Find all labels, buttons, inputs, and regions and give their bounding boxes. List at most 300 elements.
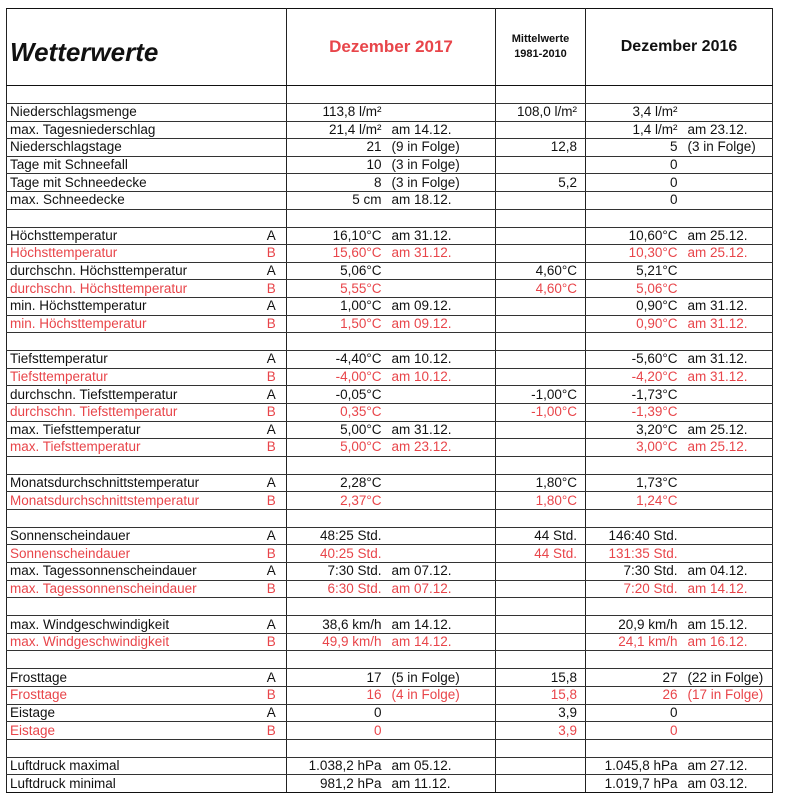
- table-row: [7, 368, 773, 386]
- row-label: Luftdruck maximal: [7, 757, 257, 775]
- spacer-cell: [496, 333, 586, 351]
- spacer-cell: [287, 651, 390, 669]
- spacer-cell: [287, 509, 390, 527]
- note-2016: [686, 104, 773, 122]
- row-label: max. Windgeschwindigkeit: [7, 633, 257, 651]
- note-2016: am 03.12.: [686, 775, 773, 793]
- value-mean: 44 Std.: [496, 527, 586, 545]
- spacer-cell: [390, 598, 496, 616]
- value-2016: 24,1 km/h: [586, 633, 686, 651]
- value-2017: 10: [287, 156, 390, 174]
- value-2017: 5,00°C: [287, 439, 390, 457]
- value-2016: 7:20 Std.: [586, 580, 686, 598]
- value-mean: 15,8: [496, 669, 586, 687]
- spacer-cell: [257, 86, 287, 104]
- title-cell: [7, 9, 257, 86]
- note-2017: [390, 492, 496, 510]
- spacer-cell: [287, 333, 390, 351]
- spacer-cell: [390, 209, 496, 227]
- table-row: [7, 297, 773, 315]
- spacer-cell: [686, 739, 773, 757]
- note-2016: [686, 527, 773, 545]
- value-2017: 2,37°C: [287, 492, 390, 510]
- note-2017: [390, 474, 496, 492]
- note-2017: [390, 403, 496, 421]
- spacer-cell: [7, 333, 257, 351]
- value-2016: 0: [586, 704, 686, 722]
- note-2016: [686, 474, 773, 492]
- note-2016: (22 in Folge): [686, 669, 773, 687]
- value-2016: 1.045,8 hPa: [586, 757, 686, 775]
- header-mean: [496, 9, 586, 86]
- table-row: [7, 245, 773, 263]
- spacer-row: [7, 209, 773, 227]
- table-row: [7, 545, 773, 563]
- header-2016: Dezember 2016: [586, 9, 773, 86]
- note-2016: am 27.12.: [686, 757, 773, 775]
- spacer-row: [7, 739, 773, 757]
- row-label: Frosttage: [7, 687, 257, 705]
- note-2017: (5 in Folge): [390, 669, 496, 687]
- value-2016: 3,20°C: [586, 421, 686, 439]
- value-2017: -4,00°C: [287, 368, 390, 386]
- note-2017: am 18.12.: [390, 191, 496, 209]
- value-2016: 3,00°C: [586, 439, 686, 457]
- station-code: [257, 775, 287, 793]
- row-label: max. Windgeschwindigkeit: [7, 616, 257, 634]
- spacer-cell: [287, 209, 390, 227]
- row-label: durchschn. Höchsttemperatur: [7, 262, 257, 280]
- table-row: [7, 156, 773, 174]
- value-2016: 10,30°C: [586, 245, 686, 263]
- value-2017: 0: [287, 722, 390, 740]
- row-label: max. Tagesniederschlag: [7, 121, 257, 139]
- note-2016: [686, 386, 773, 404]
- note-2017: am 07.12.: [390, 563, 496, 581]
- station-code: [257, 139, 287, 157]
- table-row: [7, 633, 773, 651]
- spacer-cell: [496, 86, 586, 104]
- note-2017: am 14.12.: [390, 633, 496, 651]
- station-code: B: [257, 722, 287, 740]
- value-2017: 6:30 Std.: [287, 580, 390, 598]
- spacer-cell: [686, 209, 773, 227]
- station-code: A: [257, 616, 287, 634]
- value-mean: [496, 315, 586, 333]
- station-code: A: [257, 262, 287, 280]
- value-2017: 981,2 hPa: [287, 775, 390, 793]
- value-mean: 5,2: [496, 174, 586, 192]
- row-label: max. Tiefsttemperatur: [7, 439, 257, 457]
- value-2016: 20,9 km/h: [586, 616, 686, 634]
- row-label: max. Schneedecke: [7, 191, 257, 209]
- value-2016: 26: [586, 687, 686, 705]
- value-mean: -1,00°C: [496, 403, 586, 421]
- note-2017: am 14.12.: [390, 121, 496, 139]
- value-2016: 7:30 Std.: [586, 563, 686, 581]
- table-row: [7, 104, 773, 122]
- sheet-title: Wetterwerte: [10, 36, 159, 67]
- station-code: A: [257, 669, 287, 687]
- value-mean: 12,8: [496, 139, 586, 157]
- note-2016: [686, 722, 773, 740]
- value-mean: [496, 616, 586, 634]
- value-2016: 0: [586, 156, 686, 174]
- note-2017: (4 in Folge): [390, 687, 496, 705]
- note-2017: am 31.12.: [390, 227, 496, 245]
- value-mean: 3,9: [496, 704, 586, 722]
- note-2016: [686, 545, 773, 563]
- value-mean: [496, 121, 586, 139]
- table-row: [7, 439, 773, 457]
- value-2017: 16,10°C: [287, 227, 390, 245]
- spacer-cell: [7, 456, 257, 474]
- value-mean: [496, 421, 586, 439]
- spacer-cell: [586, 598, 686, 616]
- value-2016: 27: [586, 669, 686, 687]
- note-2017: (3 in Folge): [390, 174, 496, 192]
- station-code: B: [257, 687, 287, 705]
- table-row: [7, 722, 773, 740]
- note-2016: [686, 191, 773, 209]
- spacer-cell: [287, 739, 390, 757]
- note-2017: am 31.12.: [390, 245, 496, 263]
- spacer-cell: [390, 456, 496, 474]
- station-code: B: [257, 492, 287, 510]
- note-2017: [390, 722, 496, 740]
- row-label: durchschn. Tiefsttemperatur: [7, 386, 257, 404]
- value-2017: 16: [287, 687, 390, 705]
- spacer-cell: [586, 86, 686, 104]
- spacer-cell: [257, 209, 287, 227]
- value-mean: 15,8: [496, 687, 586, 705]
- spacer-cell: [390, 86, 496, 104]
- note-2016: am 31.12.: [686, 315, 773, 333]
- note-2016: [686, 174, 773, 192]
- spacer-cell: [7, 739, 257, 757]
- note-2016: [686, 156, 773, 174]
- value-mean: [496, 245, 586, 263]
- note-2016: am 31.12.: [686, 297, 773, 315]
- table-row: [7, 563, 773, 581]
- note-2016: (17 in Folge): [686, 687, 773, 705]
- spacer-cell: [586, 651, 686, 669]
- note-2017: [390, 280, 496, 298]
- spacer-cell: [686, 456, 773, 474]
- row-label: max. Tagessonnenscheindauer: [7, 563, 257, 581]
- note-2017: (9 in Folge): [390, 139, 496, 157]
- value-2016: 0,90°C: [586, 297, 686, 315]
- value-2017: 38,6 km/h: [287, 616, 390, 634]
- row-label: Tiefsttemperatur: [7, 368, 257, 386]
- row-label: Frosttage: [7, 669, 257, 687]
- table-row: [7, 704, 773, 722]
- note-2016: am 04.12.: [686, 563, 773, 581]
- spacer-cell: [257, 456, 287, 474]
- value-mean: 44 Std.: [496, 545, 586, 563]
- note-2016: am 25.12.: [686, 227, 773, 245]
- note-2016: am 25.12.: [686, 421, 773, 439]
- spacer-cell: [287, 86, 390, 104]
- value-2017: -4,40°C: [287, 351, 390, 369]
- value-2016: 5,06°C: [586, 280, 686, 298]
- value-2016: 1,4 l/m²: [586, 121, 686, 139]
- row-label: durchschn. Höchsttemperatur: [7, 280, 257, 298]
- station-code: B: [257, 439, 287, 457]
- row-label: Tage mit Schneedecke: [7, 174, 257, 192]
- note-2016: am 25.12.: [686, 439, 773, 457]
- value-2016: 3,4 l/m²: [586, 104, 686, 122]
- value-2017: 5,55°C: [287, 280, 390, 298]
- station-code: [257, 156, 287, 174]
- value-2016: 0,90°C: [586, 315, 686, 333]
- note-2016: am 23.12.: [686, 121, 773, 139]
- table-row: [7, 403, 773, 421]
- header-mean-line1: Mittelwerte: [511, 33, 570, 45]
- spacer-row: [7, 86, 773, 104]
- table-row: [7, 174, 773, 192]
- value-2016: 0: [586, 174, 686, 192]
- value-2016: 5: [586, 139, 686, 157]
- value-2016: 131:35 Std.: [586, 545, 686, 563]
- spacer-cell: [7, 651, 257, 669]
- value-2017: 49,9 km/h: [287, 633, 390, 651]
- note-2016: am 31.12.: [686, 351, 773, 369]
- table-row: [7, 775, 773, 793]
- note-2016: am 16.12.: [686, 633, 773, 651]
- station-code: A: [257, 474, 287, 492]
- spacer-cell: [586, 333, 686, 351]
- value-2016: 5,21°C: [586, 262, 686, 280]
- spacer-cell: [390, 651, 496, 669]
- note-2017: [390, 386, 496, 404]
- header-2017: Dezember 2017: [287, 9, 496, 86]
- value-2017: 5,00°C: [287, 421, 390, 439]
- note-2016: am 31.12.: [686, 368, 773, 386]
- spacer-row: [7, 456, 773, 474]
- value-mean: [496, 297, 586, 315]
- value-mean: [496, 191, 586, 209]
- spacer-cell: [287, 456, 390, 474]
- value-mean: 1,80°C: [496, 492, 586, 510]
- value-mean: [496, 156, 586, 174]
- note-2016: am 15.12.: [686, 616, 773, 634]
- value-2016: 1,73°C: [586, 474, 686, 492]
- note-2016: am 14.12.: [686, 580, 773, 598]
- value-2017: 2,28°C: [287, 474, 390, 492]
- spacer-cell: [686, 86, 773, 104]
- row-label: Höchsttemperatur: [7, 227, 257, 245]
- station-code: A: [257, 297, 287, 315]
- table-row: [7, 280, 773, 298]
- row-label: Niederschlagsmenge: [7, 104, 257, 122]
- value-mean: [496, 563, 586, 581]
- row-label: Eistage: [7, 722, 257, 740]
- row-label: Monatsdurchschnittstemperatur: [7, 474, 257, 492]
- station-code: A: [257, 386, 287, 404]
- spacer-cell: [7, 86, 257, 104]
- table-row: [7, 421, 773, 439]
- station-code: B: [257, 315, 287, 333]
- station-code: A: [257, 704, 287, 722]
- spacer-cell: [586, 739, 686, 757]
- spacer-cell: [586, 509, 686, 527]
- spacer-cell: [7, 209, 257, 227]
- spacer-row: [7, 651, 773, 669]
- note-2017: am 31.12.: [390, 421, 496, 439]
- note-2017: am 07.12.: [390, 580, 496, 598]
- table-row: [7, 616, 773, 634]
- table-row: [7, 492, 773, 510]
- spacer-cell: [390, 333, 496, 351]
- row-label: Tage mit Schneefall: [7, 156, 257, 174]
- spacer-cell: [496, 456, 586, 474]
- value-2017: 0,35°C: [287, 403, 390, 421]
- value-2016: 0: [586, 191, 686, 209]
- spacer-cell: [686, 598, 773, 616]
- value-mean: 4,60°C: [496, 280, 586, 298]
- value-2016: -1,73°C: [586, 386, 686, 404]
- value-2016: 146:40 Std.: [586, 527, 686, 545]
- value-mean: [496, 227, 586, 245]
- station-code: B: [257, 545, 287, 563]
- spacer-cell: [390, 509, 496, 527]
- table-row: [7, 386, 773, 404]
- value-mean: [496, 633, 586, 651]
- station-code: A: [257, 563, 287, 581]
- spacer-cell: [7, 598, 257, 616]
- value-mean: 4,60°C: [496, 262, 586, 280]
- value-2016: -1,39°C: [586, 403, 686, 421]
- value-mean: -1,00°C: [496, 386, 586, 404]
- spacer-cell: [496, 209, 586, 227]
- row-label: Tiefsttemperatur: [7, 351, 257, 369]
- row-label: Monatsdurchschnittstemperatur: [7, 492, 257, 510]
- spacer-row: [7, 598, 773, 616]
- row-label: durchschn. Tiefsttemperatur: [7, 403, 257, 421]
- spacer-row: [7, 333, 773, 351]
- note-2017: am 23.12.: [390, 439, 496, 457]
- value-2017: 7:30 Std.: [287, 563, 390, 581]
- note-2016: (3 in Folge): [686, 139, 773, 157]
- value-mean: [496, 351, 586, 369]
- station-code: [257, 757, 287, 775]
- value-2017: 113,8 l/m²: [287, 104, 390, 122]
- value-2017: 0: [287, 704, 390, 722]
- spacer-cell: [257, 333, 287, 351]
- value-2017: 40:25 Std.: [287, 545, 390, 563]
- header-row: [7, 9, 773, 86]
- value-2016: 10,60°C: [586, 227, 686, 245]
- note-2016: am 25.12.: [686, 245, 773, 263]
- station-code: A: [257, 351, 287, 369]
- station-code: B: [257, 403, 287, 421]
- spacer-cell: [257, 651, 287, 669]
- table-row: [7, 757, 773, 775]
- note-2017: am 14.12.: [390, 616, 496, 634]
- note-2017: am 10.12.: [390, 351, 496, 369]
- value-2016: -5,60°C: [586, 351, 686, 369]
- value-mean: [496, 580, 586, 598]
- station-code: A: [257, 227, 287, 245]
- value-mean: 108,0 l/m²: [496, 104, 586, 122]
- value-2017: 5 cm: [287, 191, 390, 209]
- row-label: min. Höchsttemperatur: [7, 297, 257, 315]
- value-mean: [496, 439, 586, 457]
- spacer-cell: [686, 651, 773, 669]
- value-mean: [496, 757, 586, 775]
- value-2017: 5,06°C: [287, 262, 390, 280]
- table-row: [7, 191, 773, 209]
- note-2016: [686, 280, 773, 298]
- spacer-cell: [586, 456, 686, 474]
- value-2016: -4,20°C: [586, 368, 686, 386]
- note-2017: am 09.12.: [390, 297, 496, 315]
- spacer-cell: [496, 598, 586, 616]
- spacer-cell: [496, 651, 586, 669]
- value-mean: [496, 368, 586, 386]
- row-label: Eistage: [7, 704, 257, 722]
- value-2017: 8: [287, 174, 390, 192]
- table-row: [7, 121, 773, 139]
- note-2017: am 05.12.: [390, 757, 496, 775]
- note-2017: [390, 262, 496, 280]
- station-code: [257, 174, 287, 192]
- row-label: min. Höchsttemperatur: [7, 315, 257, 333]
- table-row: [7, 351, 773, 369]
- spacer-cell: [257, 739, 287, 757]
- note-2017: (3 in Folge): [390, 156, 496, 174]
- value-mean: [496, 775, 586, 793]
- station-code: B: [257, 368, 287, 386]
- table-row: [7, 315, 773, 333]
- value-2017: 21: [287, 139, 390, 157]
- spacer-cell: [496, 739, 586, 757]
- note-2017: [390, 704, 496, 722]
- value-2017: 48:25 Std.: [287, 527, 390, 545]
- row-label: Sonnenscheindauer: [7, 545, 257, 563]
- note-2016: [686, 704, 773, 722]
- row-label: Luftdruck minimal: [7, 775, 257, 793]
- value-2017: 21,4 l/m²: [287, 121, 390, 139]
- station-code: [257, 191, 287, 209]
- station-code: B: [257, 245, 287, 263]
- spacer-cell: [390, 739, 496, 757]
- station-code: B: [257, 280, 287, 298]
- spacer-cell: [257, 509, 287, 527]
- note-2017: [390, 104, 496, 122]
- header-mean-line2: 1981-2010: [514, 48, 567, 60]
- table-row: [7, 474, 773, 492]
- row-label: Höchsttemperatur: [7, 245, 257, 263]
- value-2017: 17: [287, 669, 390, 687]
- table-row: [7, 527, 773, 545]
- note-2017: am 11.12.: [390, 775, 496, 793]
- station-code: [257, 121, 287, 139]
- station-code: A: [257, 527, 287, 545]
- note-2017: [390, 545, 496, 563]
- row-label: Niederschlagstage: [7, 139, 257, 157]
- spacer-cell: [287, 598, 390, 616]
- value-2017: -0,05°C: [287, 386, 390, 404]
- station-code: [257, 104, 287, 122]
- value-2016: 0: [586, 722, 686, 740]
- spacer-cell: [586, 209, 686, 227]
- note-2016: [686, 262, 773, 280]
- spacer-cell: [496, 509, 586, 527]
- spacer-cell: [7, 509, 257, 527]
- value-2016: 1.019,7 hPa: [586, 775, 686, 793]
